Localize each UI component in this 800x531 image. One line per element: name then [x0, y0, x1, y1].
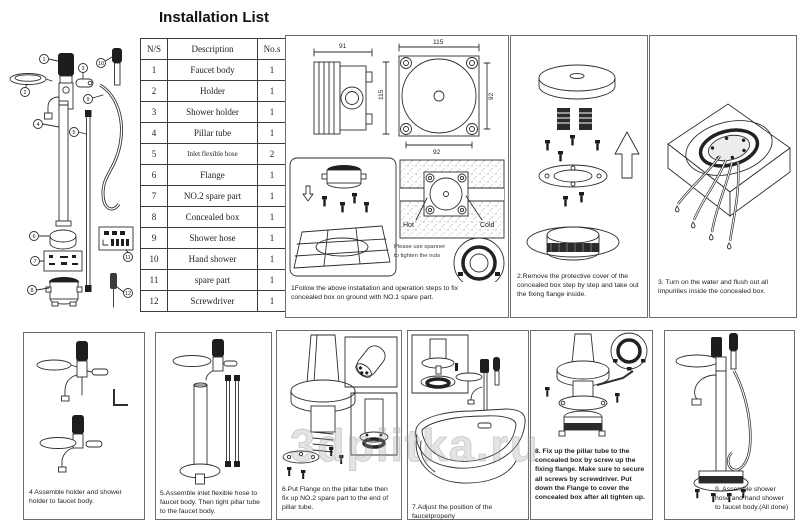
cell-desc: Shower hose: [168, 228, 258, 249]
flange-exploded-illustration: [511, 36, 647, 268]
cell-ns: 10: [141, 249, 168, 270]
callout-6: [30, 232, 50, 241]
flange-on-tube-illustration: [277, 331, 401, 483]
svg-text:4: 4: [36, 122, 40, 128]
table-row: [141, 228, 287, 249]
spanner-note-line2: to tighten the nuts: [394, 253, 441, 259]
step7-caption: 7.Adjust the position of the faucetproperly: [412, 504, 493, 521]
table-row: [141, 123, 287, 144]
step3-caption: 3. Turn on the water and flush out all impurities inside the concealed box.: [658, 279, 768, 296]
dim-plate-width: 115: [433, 39, 444, 46]
table-header-row: [141, 39, 287, 60]
step5-caption: 5.Assemble inlet flexible hose to faucet body. Then tight pillar tube to the faucet body.: [160, 490, 260, 516]
step1-caption: 1Follow the above installation and operation steps to fix concealed box on ground with NO.1 spare part.: [291, 285, 459, 302]
cell-ns: 7: [141, 186, 168, 207]
table-row: [141, 60, 287, 81]
step6-caption: 6.Put Flange on the pillar tube then fix up NO.2 spare part to the end of pillar tube.: [282, 486, 389, 512]
cell-qty: 1: [258, 60, 287, 81]
svg-text:2: 2: [23, 90, 27, 96]
callout-12: [117, 287, 133, 298]
svg-text:12: 12: [124, 291, 132, 297]
spanner-note-line1: Please use spanner: [394, 244, 446, 250]
cell-ns: 9: [141, 228, 168, 249]
cell-qty: 1: [258, 270, 287, 291]
parts-table: [140, 38, 287, 312]
svg-text:6: 6: [32, 234, 36, 240]
callout-11: [124, 250, 133, 262]
svg-text:9: 9: [86, 97, 90, 103]
watermark: 3dplitka.ru: [290, 420, 540, 471]
cell-qty: 1: [258, 207, 287, 228]
tub-position-illustration: [408, 331, 528, 519]
cell-desc: Concealed box: [168, 207, 258, 228]
cell-desc: Hand shower: [168, 249, 258, 270]
cell-qty: 1: [258, 102, 287, 123]
cell-qty: 1: [258, 81, 287, 102]
cell-qty: 1: [258, 123, 287, 144]
cell-ns: 6: [141, 165, 168, 186]
screws: [545, 135, 600, 161]
hot-label: Hot: [403, 222, 414, 229]
header-qty: No.s: [258, 39, 287, 60]
table-row: [141, 249, 287, 270]
table-row: [141, 186, 287, 207]
cell-ns: 5: [141, 144, 168, 165]
step6-panel: [276, 330, 402, 520]
callout-4: [34, 120, 60, 129]
step4-panel: [23, 332, 145, 520]
svg-text:1: 1: [42, 57, 46, 63]
table-row: [141, 102, 287, 123]
callout-2: [21, 84, 30, 97]
cell-ns: 3: [141, 102, 168, 123]
table-row: [141, 144, 287, 165]
table-row: [141, 165, 287, 186]
cell-ns: 4: [141, 123, 168, 144]
svg-text:8: 8: [30, 288, 34, 294]
dim-plate-bolt-width: 92: [433, 149, 441, 156]
step3-panel: [649, 35, 797, 318]
cell-desc: Faucet body: [168, 60, 258, 81]
cell-ns: 11: [141, 270, 168, 291]
exploded-parts-diagram: [2, 35, 142, 325]
cell-desc: NO.2 spare part: [168, 186, 258, 207]
header-ns: N/S: [141, 39, 168, 60]
cell-qty: 1: [258, 228, 287, 249]
svg-text:7: 7: [33, 259, 37, 265]
step5-panel: [155, 332, 272, 520]
cell-desc: Screwdriver: [168, 291, 258, 312]
table-row: [141, 291, 287, 312]
cell-desc: Shower holder: [168, 102, 258, 123]
flush-box-illustration: [650, 36, 796, 274]
dim-front-width: 91: [339, 43, 347, 50]
cell-qty: 2: [258, 144, 287, 165]
step2-panel: [510, 35, 648, 318]
step7-panel: [407, 330, 529, 520]
cell-ns: 12: [141, 291, 168, 312]
page-title: Installation List: [159, 9, 270, 26]
holder-assembly-illustration: [24, 333, 144, 483]
cell-ns: 2: [141, 81, 168, 102]
callout-10: [97, 57, 113, 68]
callout-1: [40, 55, 59, 64]
adapters: [557, 108, 592, 130]
step2-caption: 2.Remove the protective cover of the concealed box step by step and take out the fixing flange inside.: [517, 273, 639, 299]
table-row: [141, 207, 287, 228]
svg-text:10: 10: [97, 61, 105, 67]
svg-text:11: 11: [125, 255, 131, 261]
screws: [563, 192, 584, 206]
concealed-box-install-illustration: [286, 36, 508, 282]
tube-hose-assembly-illustration: [156, 333, 271, 485]
dim-height: 115: [378, 89, 385, 100]
callout-7: [31, 257, 45, 266]
table-row: [141, 270, 287, 291]
step1-panel: [285, 35, 509, 318]
dim-plate-bolt-height: 92: [488, 92, 495, 100]
cell-desc: Holder: [168, 81, 258, 102]
cell-desc: Pillar tube: [168, 123, 258, 144]
cell-qty: 1: [258, 291, 287, 312]
step4-caption: 4 Assemble holder and shower holder to faucet body.: [29, 489, 122, 506]
cold-label: Cold: [480, 222, 495, 229]
callout-5: [70, 128, 87, 137]
cell-ns: 8: [141, 207, 168, 228]
callout-3: [79, 64, 88, 79]
step8-panel: [530, 330, 653, 520]
svg-text:3: 3: [81, 66, 85, 72]
step9-caption: 9. Assemble shower hose and hand shower to faucet body.(All done): [715, 486, 789, 512]
cell-desc: Flange: [168, 165, 258, 186]
cell-qty: 1: [258, 249, 287, 270]
cell-desc: spare part: [168, 270, 258, 291]
cell-ns: 1: [141, 60, 168, 81]
table-row: [141, 81, 287, 102]
fix-tube-to-box-illustration: [531, 331, 652, 446]
cell-qty: 1: [258, 186, 287, 207]
step8-caption: 8. Fix up the pillar tube to the concealed box by screw up the fixing flange. Make sure to secure all screws by screwdriver. Put down the Flange to cover the concealed box after all tighten up.: [535, 448, 645, 501]
svg-text:5: 5: [72, 130, 76, 136]
header-desc: Description: [168, 39, 258, 60]
step9-panel: [664, 330, 795, 520]
screws: [322, 193, 369, 212]
cell-desc: Inlet flexible hose: [168, 144, 258, 165]
cell-qty: 1: [258, 165, 287, 186]
callout-9: [84, 95, 104, 104]
